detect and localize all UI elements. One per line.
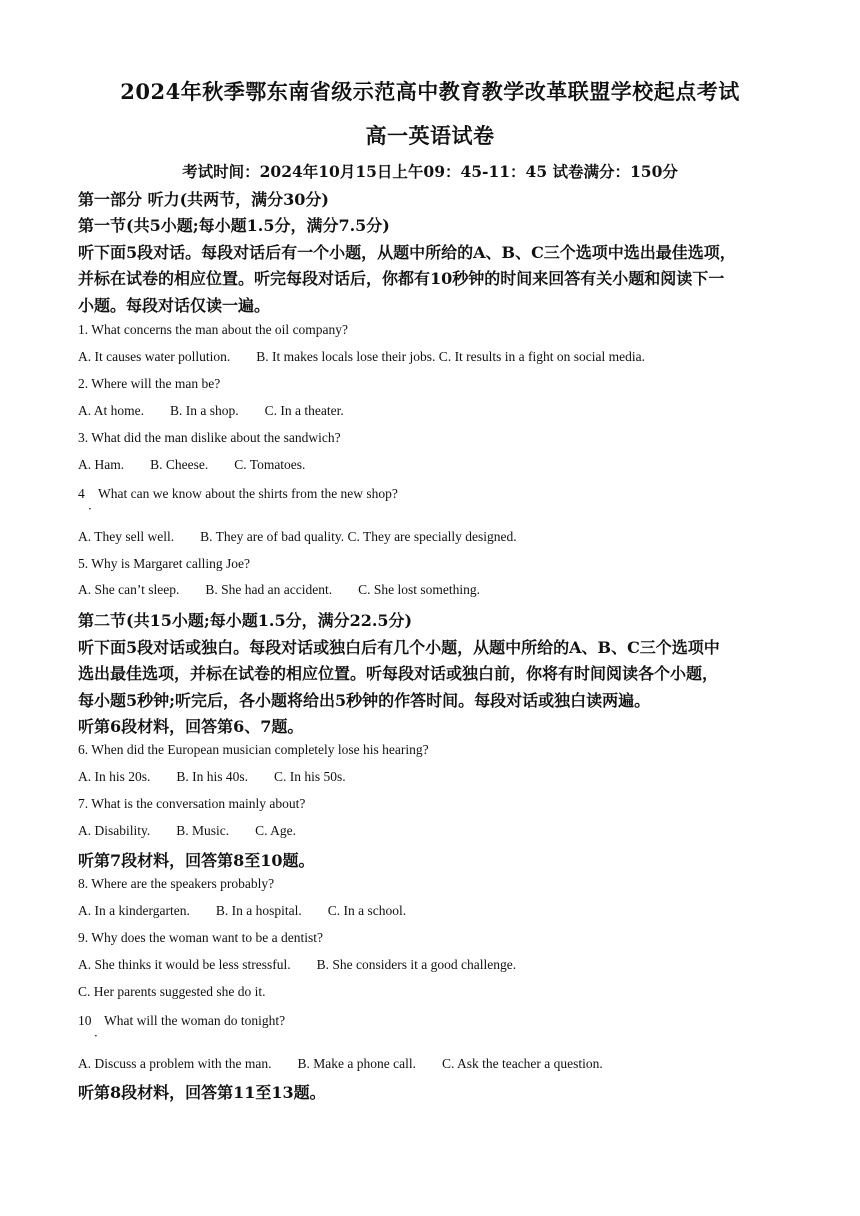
option-b: B. They are of bad quality. C. They are specially designed. bbox=[200, 529, 517, 544]
section2-instruction-line: 听下面5段对话或独白。每段对话或独白后有几个小题，从题中所给的A、B、C三个选项中 bbox=[78, 638, 720, 657]
question-3: 3. What did the man dislike about the sandwich? bbox=[78, 430, 341, 445]
option-a: A. At home. bbox=[78, 403, 144, 418]
stray-dot: · bbox=[88, 502, 92, 516]
option-c: C. Age. bbox=[255, 823, 297, 838]
question-10 bbox=[78, 1013, 285, 1029]
option-a: A. Discuss a problem with the man. bbox=[78, 1056, 272, 1071]
option-c-line: C. Her parents suggested she do it. bbox=[78, 984, 266, 999]
options-7 bbox=[78, 823, 296, 839]
section1-instruction-line: 并标在试卷的相应位置。听完每段对话后，你都有10秒钟的时间来回答有关小题和阅读下一 bbox=[78, 269, 725, 288]
part1-heading: 第一部分 听力(共两节，满分30分) bbox=[78, 190, 329, 209]
option-b: B. In a hospital. bbox=[215, 903, 302, 918]
option-a: A. In his 20s. bbox=[78, 769, 151, 784]
section2-instruction-line: 每小题5秒钟;听完后，各小题将给出5秒钟的作答时间。每段对话或独白读两遍。 bbox=[78, 691, 651, 710]
question-1: 1. What concerns the man about the oil company? bbox=[78, 322, 349, 337]
option-b: B. In his 40s. bbox=[176, 769, 249, 784]
material-6-heading: 听第6段材料，回答第6、7题。 bbox=[78, 717, 304, 736]
question-text: What will the woman do tonight? bbox=[104, 1013, 286, 1028]
option-a: A. She thinks it would be less stressful. bbox=[78, 957, 291, 972]
question-text: What can we know about the shirts from the new shop? bbox=[98, 486, 398, 501]
material-7-heading: 听第7段材料，回答第8至10题。 bbox=[78, 851, 315, 870]
exam-info: 考试时间：2024年10月15日上午09：45-11：45 试卷满分：150分 bbox=[182, 162, 678, 181]
option-a: A. It causes water pollution. bbox=[78, 349, 231, 364]
option-b: B. She considers it a good challenge. bbox=[316, 957, 517, 972]
question-7: 7. What is the conversation mainly about? bbox=[78, 796, 306, 811]
question-6: 6. When did the European musician completely lose his hearing? bbox=[78, 742, 429, 757]
option-a: A. In a kindergarten. bbox=[78, 903, 190, 918]
options-5 bbox=[78, 582, 480, 598]
option-c: C. She lost something. bbox=[358, 582, 480, 597]
option-c: C. In his 50s. bbox=[274, 769, 346, 784]
option-b: B. Cheese. bbox=[150, 457, 209, 472]
material-8-heading: 听第8段材料，回答第11至13题。 bbox=[78, 1083, 326, 1102]
section1-instruction-line: 听下面5段对话。每段对话后有一个小题，从题中所给的A、B、C三个选项中选出最佳选项， bbox=[78, 243, 736, 262]
section1-heading: 第一节(共5小题;每小题1.5分，满分7.5分) bbox=[78, 216, 390, 235]
question-4 bbox=[78, 486, 398, 502]
option-b: B. She had an accident. bbox=[205, 582, 333, 597]
option-b: B. It makes locals lose their jobs. C. It results in a fight on social media. bbox=[256, 349, 646, 364]
question-8: 8. Where are the speakers probably? bbox=[78, 876, 275, 891]
options-8 bbox=[78, 903, 406, 919]
option-a: A. She can’t sleep. bbox=[78, 582, 180, 597]
option-b: B. Make a phone call. bbox=[297, 1056, 416, 1071]
option-c: C. Ask the teacher a question. bbox=[441, 1056, 603, 1071]
options-6 bbox=[78, 769, 346, 785]
options-3 bbox=[78, 457, 305, 473]
options-10 bbox=[78, 1056, 603, 1072]
question-9: 9. Why does the woman want to be a dentist? bbox=[78, 930, 323, 945]
stray-dot: · bbox=[94, 1029, 98, 1043]
option-c: C. Tomatoes. bbox=[234, 457, 306, 472]
section2-heading: 第二节(共15小题;每小题1.5分，满分22.5分) bbox=[78, 611, 413, 630]
exam-subtitle: 高一英语试卷 bbox=[365, 123, 495, 148]
option-b: B. Music. bbox=[176, 823, 230, 838]
options-9 bbox=[78, 957, 516, 973]
options-1 bbox=[78, 349, 645, 365]
options-4 bbox=[78, 529, 517, 545]
option-c: C. In a school. bbox=[327, 903, 407, 918]
question-number: 4 bbox=[78, 486, 85, 501]
option-a: A. Disability. bbox=[78, 823, 151, 838]
question-5: 5. Why is Margaret calling Joe? bbox=[78, 556, 250, 571]
options-2 bbox=[78, 403, 344, 419]
section1-instruction-line: 小题。每段对话仅读一遍。 bbox=[78, 296, 271, 315]
question-2: 2. Where will the man be? bbox=[78, 376, 221, 391]
section2-instruction-line: 选出最佳选项，并标在试卷的相应位置。听每段对话或独白前，你将有时间阅读各个小题， bbox=[78, 664, 719, 683]
question-number: 10 bbox=[78, 1013, 92, 1028]
exam-title: 2024年秋季鄂东南省级示范高中教育教学改革联盟学校起点考试 bbox=[120, 79, 740, 104]
option-c: C. In a theater. bbox=[264, 403, 344, 418]
option-a: A. They sell well. bbox=[78, 529, 175, 544]
option-a: A. Ham. bbox=[78, 457, 125, 472]
option-b: B. In a shop. bbox=[170, 403, 239, 418]
